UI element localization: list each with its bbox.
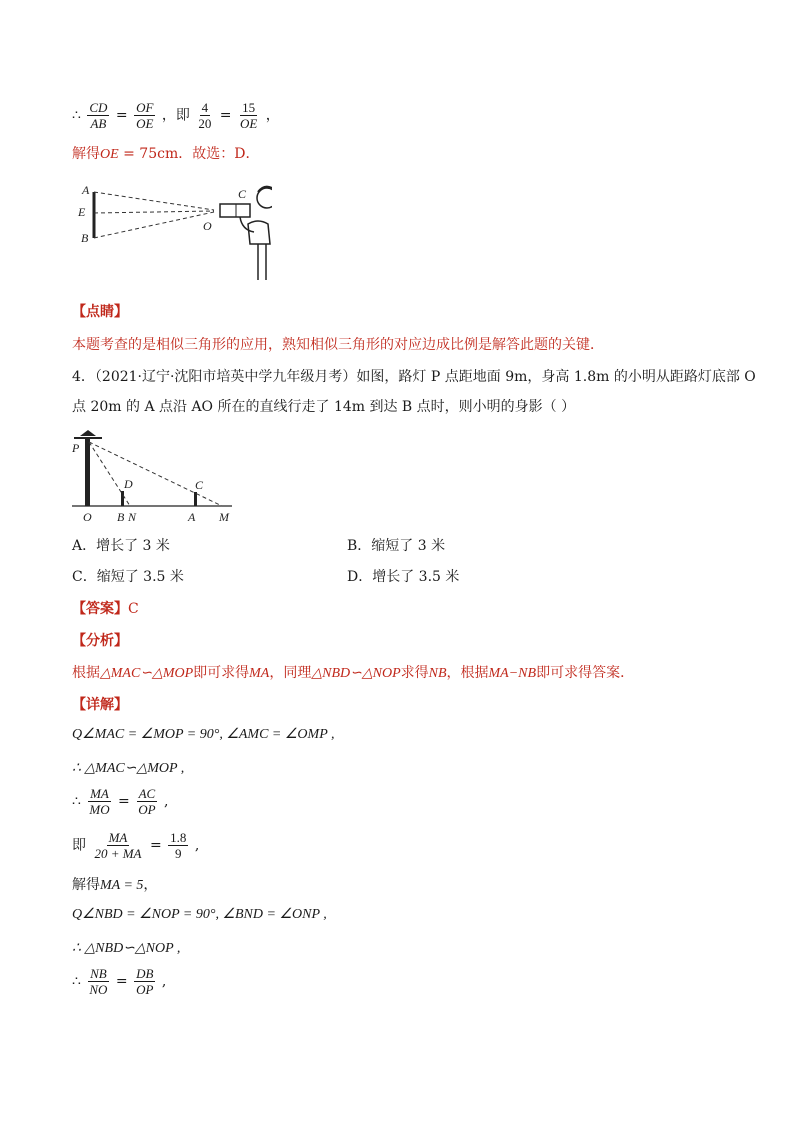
analysis-text: 根据△MAC∽△MOP即可求得MA，同理△NBD∽△NOP求得NB，根据MA−NB即可求得答案． (72, 665, 635, 681)
tag-answer: 【答案】 (72, 601, 128, 617)
label-c2: C (195, 478, 204, 492)
label-o: O (203, 219, 212, 233)
detail-line-3: ∴ $\frac{MA}{MO}$ = $\frac{AC}{OP}$ , (72, 786, 169, 817)
detail-line-1: Q∠MAC = ∠MOP = 90°, ∠AMC = ∠OMP , (72, 727, 335, 742)
question-4-line2: 点 20m 的 A 点沿 AO 所在的直线行走了 14m 到达 B 点时，则小明的身影（ ） (72, 399, 576, 415)
option-b: B．缩短了 3 米 (347, 538, 446, 554)
label-m: M (219, 510, 229, 524)
solution-oe: 解得OE = 75cm．故选：D． (72, 146, 260, 162)
detail-line-6: Q∠NBD = ∠NOP = 90°, ∠BND = ∠ONP , (72, 907, 327, 922)
fraction-ma-20ma: $\frac{MA}{20 + MA}$ (94, 830, 142, 861)
detail-line-5: 解得MA = 5， (72, 877, 158, 893)
fraction-4-20: $\frac{4}{20}$ (198, 100, 212, 131)
fraction-15-oe: $\frac{15}{OE}$ (239, 100, 258, 131)
tag-dianjing: 【点睛】 (72, 304, 128, 320)
question-4-line1: 4．（2021·辽宁·沈阳市培英中学九年级月考）如图，路灯 P 点距地面 9m，身高 1.8m 的小明从距路灯底部 O (72, 369, 756, 385)
detail-line-7: ∴ △NBD∽△NOP , (72, 941, 181, 956)
option-a: A．增长了 3 米 (72, 538, 170, 554)
answer-line (72, 600, 139, 618)
fraction-db-op: $\frac{DB}{OP}$ (136, 966, 154, 997)
tag-analysis: 【分析】 (72, 633, 128, 649)
fraction-cd-ab: $\frac{CD}{AB}$ (89, 100, 108, 131)
fraction-of-oe: $\frac{OF}{OE}$ (136, 100, 154, 131)
fraction-18-9: $\frac{1.8}{9}$ (170, 830, 187, 861)
detail-line-8: ∴ $\frac{NB}{NO}$ = $\frac{DB}{OP}$ , (72, 966, 167, 997)
dianjing-text: 本题考查的是相似三角形的应用，熟知相似三角形的对应边成比例是解答此题的关键． (72, 337, 604, 353)
label-d: D (124, 477, 133, 491)
therefore-symbol: ∴ (72, 107, 81, 124)
fraction-nb-no: $\frac{NB}{NO}$ (89, 966, 108, 997)
detail-line-4: 即 $\frac{MA}{20 + MA}$ = $\frac{1.8}{9}$ , (72, 830, 200, 861)
label-b: B (81, 231, 89, 245)
label-a: A (82, 183, 90, 197)
detail-line-2: ∴ △MAC∽△MOP , (72, 761, 185, 776)
label-c: C (238, 187, 247, 201)
answer-value: C (128, 601, 139, 617)
fraction-ma-mo: $\frac{MA}{MO}$ (89, 786, 110, 817)
tag-detail: 【详解】 (72, 697, 128, 713)
label-o2: O (83, 510, 92, 524)
label-a2: A (188, 510, 196, 524)
fraction-ac-op: $\frac{AC}{OP}$ (138, 786, 156, 817)
equation-ratio-1: ∴ $\frac{CD}{AB}$ = $\frac{OF}{OE}$ ，即 $\frac{4}{20}$ = $\frac{15}{OE}$ ， (72, 100, 280, 131)
option-c: C．缩短了 3.5 米 (72, 569, 184, 585)
label-e: E (78, 205, 86, 219)
figure-streetlight (72, 428, 242, 526)
label-n: N (128, 510, 137, 524)
figure-telescope (72, 180, 272, 285)
label-b2: B (117, 510, 125, 524)
option-d: D．增长了 3.5 米 (347, 569, 460, 585)
label-p: P (72, 441, 80, 455)
